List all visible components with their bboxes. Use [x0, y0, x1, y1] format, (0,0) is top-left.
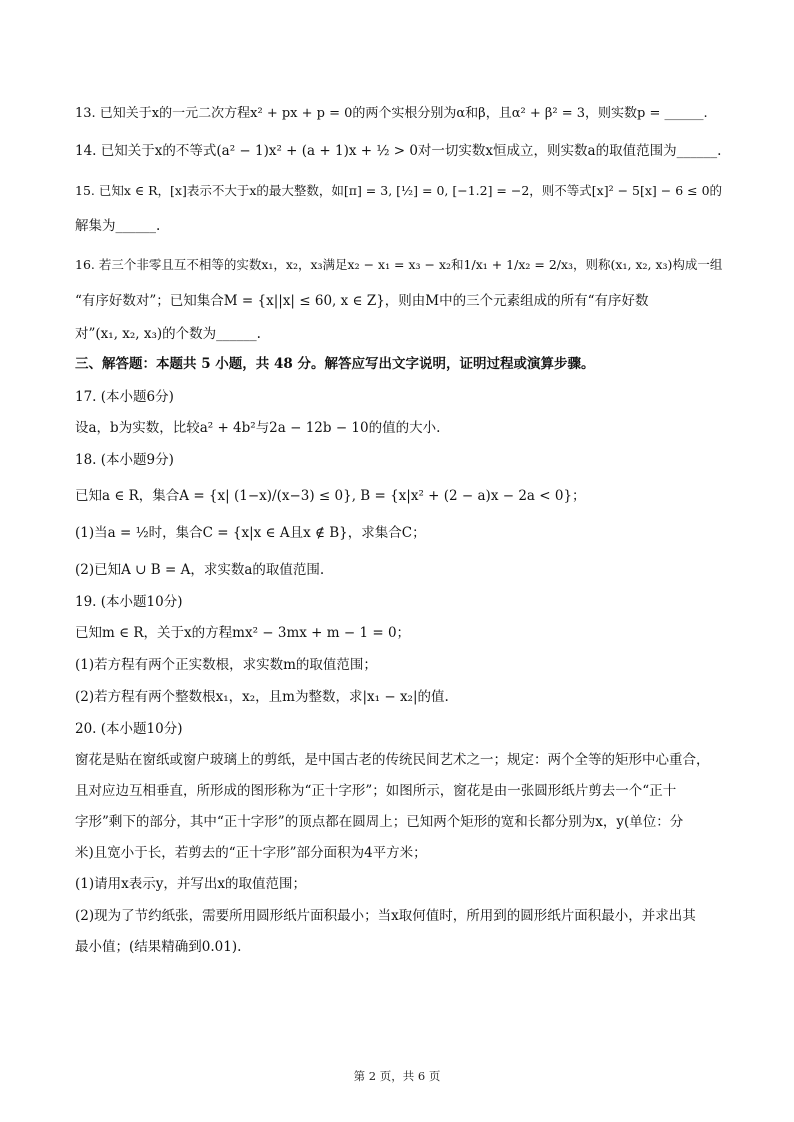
page-footer: 第 2 页，共 6 页 — [353, 1069, 441, 1083]
question-20-part-2-line-2: 最小值；(结果精确到0.01). — [75, 939, 242, 955]
question-19-body: 已知m ∈ R，关于x的方程mx² − 3mx + m − 1 = 0； — [75, 625, 411, 641]
question-20-body-3: 字形”剩下的部分，其中“正十字形”的顶点都在圆周上；已知两个矩形的宽和长都分别为x，y(单位：分 — [75, 814, 684, 830]
question-18-title: 18. (本小题9分) — [75, 452, 174, 468]
question-18-body: 已知a ∈ R，集合A = {x| (1−x)/(x−3) ≤ 0}, B = {x|x² + (2 − a)x − 2a < 0}； — [75, 488, 586, 504]
question-16-line-3: 对”(x₁, x₂, x₃)的个数为______. — [75, 326, 261, 342]
question-17-body: 设a，b为实数，比较a² + 4b²与2a − 12b − 10的值的大小. — [75, 420, 441, 436]
question-15-line-2: 解集为______. — [75, 218, 161, 234]
question-14: 14. 已知关于x的不等式(a² − 1)x² + (a + 1)x + ½ > 0对一切实数x恒成立，则实数a的取值范围为______. — [75, 143, 722, 159]
section-heading: 三、解答题：本题共 5 小题，共 48 分。解答应写出文字说明，证明过程或演算步骤。 — [75, 356, 595, 372]
question-19-part-2: (2)若方程有两个整数根x₁，x₂，且m为整数，求|x₁ − x₂|的值. — [75, 689, 449, 705]
question-16-line-2: “有序好数对”；已知集合M = {x||x| ≤ 60, x ∈ Z}，则由M中的三个元素组成的所有“有序好数 — [75, 293, 649, 309]
question-20-body-1: 窗花是贴在窗纸或窗户玻璃上的剪纸，是中国古老的传统民间艺术之一；规定：两个全等的矩形中心重合， — [75, 752, 710, 768]
question-20-body-4: 米)且宽小于长，若剪去的“正十字形”部分面积为4平方米； — [75, 845, 427, 861]
question-18-part-2: (2)已知A ∪ B = A，求实数a的取值范围. — [75, 562, 325, 578]
question-15-line-1: 15. 已知x ∈ R，[x]表示不大于x的最大整数，如[π] = 3, [½] = 0, [−1.2] = −2，则不等式[x]² − 5[x] − 6 ≤ 0的 — [75, 183, 723, 198]
question-18-part-1: (1)当a = ½时，集合C = {x|x ∈ A且x ∉ B}，求集合C； — [75, 525, 426, 541]
question-19-title: 19. (本小题10分) — [75, 594, 183, 610]
question-16-line-1: 16. 若三个非零且互不相等的实数x₁，x₂，x₃满足x₂ − x₁ = x₃ − x₂和1/x₁ + 1/x₂ = 2/x₃，则称(x₁, x₂, x₃)构成一组 — [75, 257, 723, 272]
question-20-body-2: 且对应边互相垂直，所形成的图形称为“正十字形”；如图所示，窗花是由一张圆形纸片剪去一个“正十 — [75, 783, 677, 799]
question-17-title: 17. (本小题6分) — [75, 389, 174, 405]
question-20-title: 20. (本小题10分) — [75, 721, 183, 737]
question-20-part-1: (1)请用x表示y，并写出x的取值范围； — [75, 876, 306, 892]
question-20-part-2-line-1: (2)现为了节约纸张，需要所用圆形纸片面积最小；当x取何值时，所用到的圆形纸片面积最小，并求出其 — [75, 908, 696, 924]
question-19-part-1: (1)若方程有两个正实数根，求实数m的取值范围； — [75, 657, 377, 673]
question-13: 13. 已知关于x的一元二次方程x² + px + p = 0的两个实根分别为α和β，且α² + β² = 3，则实数p = ______. — [75, 106, 708, 121]
